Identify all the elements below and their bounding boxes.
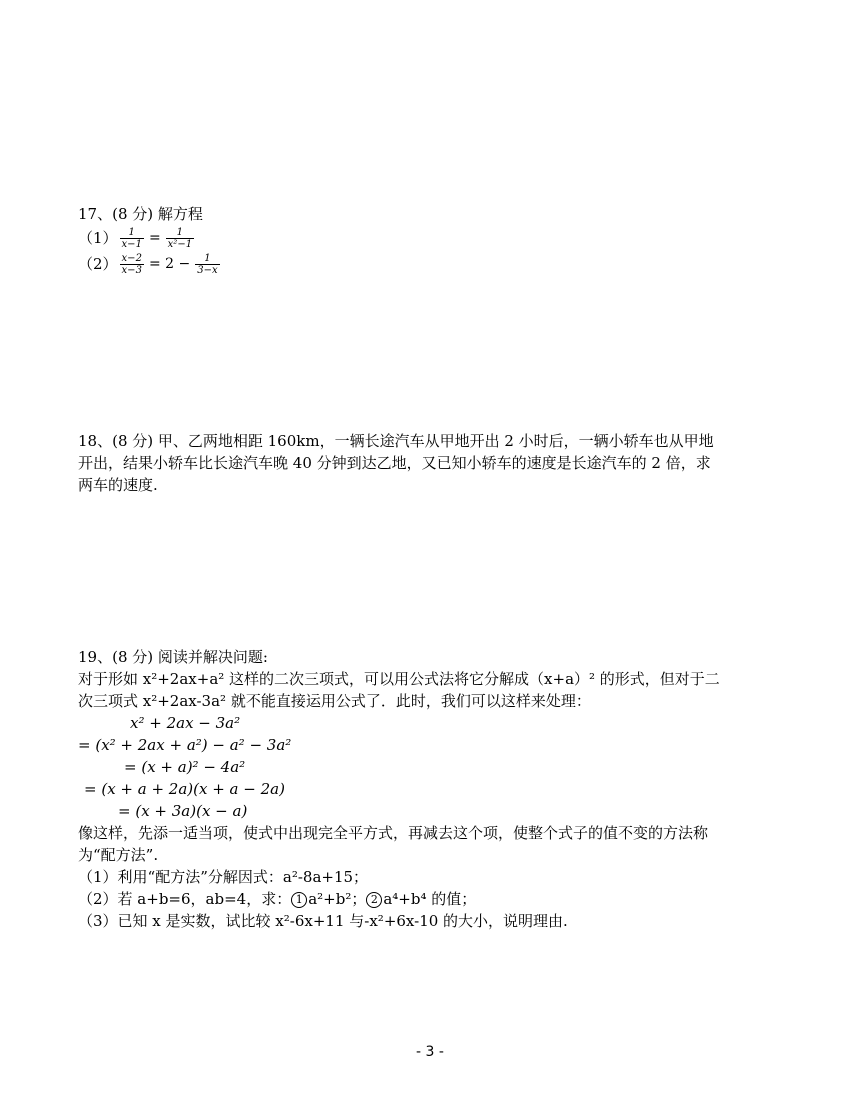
denominator: x²−1 [167,238,193,250]
equals-sign: = [148,230,161,246]
fraction [166,227,194,250]
denominator: x−3 [121,264,142,276]
numerator: x−2 [121,252,142,264]
question-18-line: 18、(8 分) 甲、乙两地相距 160km，一辆长途汽车从甲地开出 2 小时后，一辆小轿车也从甲地 [78,432,714,450]
part-label: （1） [78,229,118,247]
question-19-intro: 次三项式 x²+2ax-3a² 就不能直接运用公式了．此时，我们可以这样来处理： [78,692,591,710]
question-18-line: 两车的速度. [78,476,158,494]
derivation-step: = (x + a + 2a)(x + a − 2a) [84,780,285,798]
circled-number-1: 1 [291,892,307,908]
equation-middle: = 2 − [148,256,191,272]
question-19-intro: 对于形如 x²+2ax+a² 这样的二次三项式，可以用公式法将它分解成（x+a）² 的形式，但对于二 [78,670,720,688]
question-19 [78,646,798,932]
derivation-step: = (x + 3a)(x − a) [118,802,248,820]
question-19-part-1: （1）利用“配方法”分解因式：a²-8a+15； [78,868,369,886]
question-18 [78,430,798,496]
denominator: x−1 [121,238,142,250]
part-2-prefix: （2）若 a+b=6，ab=4，求： [78,890,292,908]
question-17 [78,203,798,277]
question-19-title: 19、(8 分) 阅读并解决问题: [78,648,268,666]
numerator: 1 [128,226,135,238]
derivation-step: = (x + a)² − 4a² [124,758,246,776]
question-17-part-1 [78,225,798,251]
part-label: （2） [78,255,118,273]
fraction [120,253,144,276]
fraction [120,227,144,250]
part-2-item-a: a²+b²； [308,890,367,908]
numerator: 1 [176,226,184,238]
circled-number-2: 2 [366,892,382,908]
part-2-item-b: a⁴+b⁴ 的值； [383,890,477,908]
question-19-part-2 [78,888,798,910]
derivation-step: x² + 2ax − 3a² [130,714,241,732]
question-17-part-2 [78,251,798,277]
question-19-part-3: （3）已知 x 是实数，试比较 x²-6x+11 与-x²+6x-10 的大小，说明理由. [78,912,568,930]
derivation-step: = (x² + 2ax + a²) − a² − 3a² [78,736,292,754]
question-19-explanation: 为“配方法”. [78,846,159,864]
question-18-line: 开出，结果小轿车比长途汽车晚 40 分钟到达乙地，又已知小轿车的速度是长途汽车的 2 倍，求 [78,454,711,472]
question-17-title: 17、(8 分) 解方程 [78,205,203,223]
page-number: - 3 - [416,1044,444,1060]
fraction [195,253,219,276]
question-19-explanation: 像这样，先添一适当项，使式中出现完全平方式，再减去这个项，使整个式子的值不变的方法称 [78,824,709,842]
denominator: 3−x [197,264,218,276]
numerator: 1 [204,252,211,264]
